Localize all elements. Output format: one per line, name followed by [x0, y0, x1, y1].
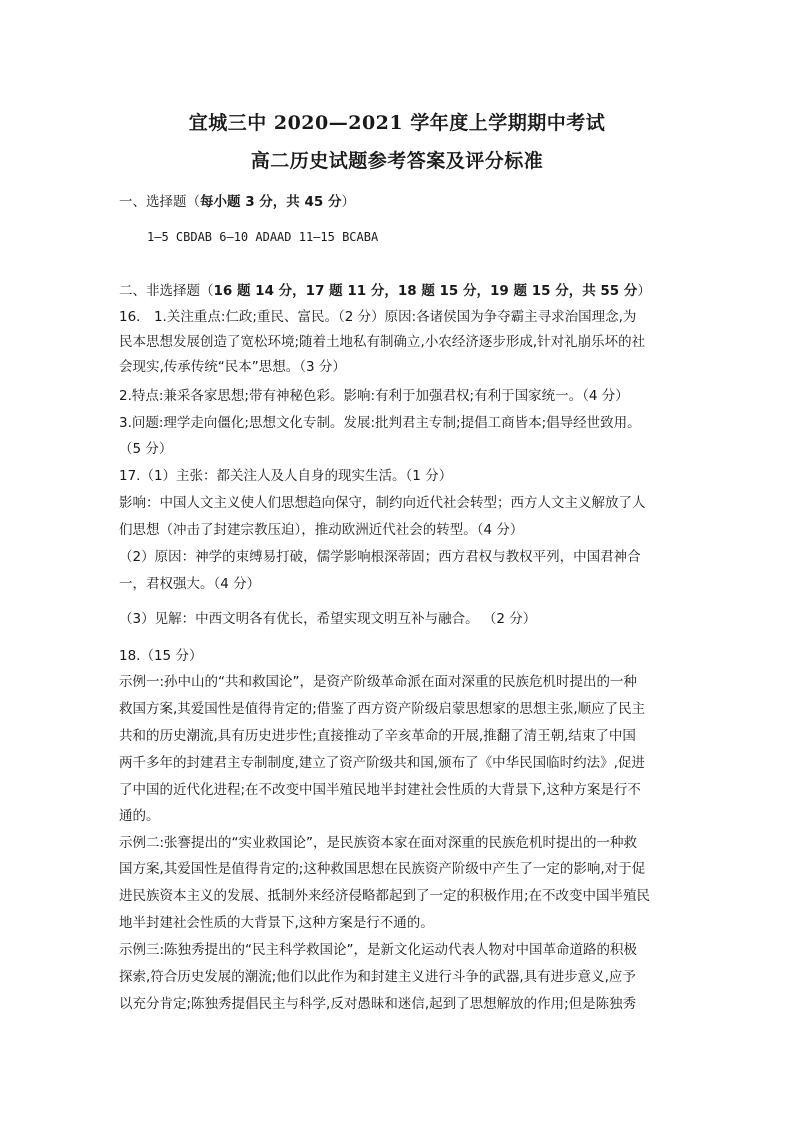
- section1-heading: [119, 193, 355, 211]
- answer-line: 16． 1.关注重点:仁政;重民、富民。（2 分）原因:各诸侯国为争夺霸主寻求治国理念,为: [119, 309, 637, 325]
- answer-line: 进民族资本主义的发展、抵制外来经济侵略都起到了一定的积极作用;在不改变中国半殖民: [119, 888, 651, 904]
- answer-line: 国方案,其爱国性是值得肯定的;这种救国思想在民族资产阶级中产生了一定的影响,对于促: [119, 861, 646, 877]
- section2-heading-prefix: 二、非选择题（: [119, 283, 214, 299]
- answer-line: 探索,符合历史发展的潮流;他们以此作为和封建主义进行斗争的武器,具有进步意义,应予: [119, 969, 636, 985]
- page-title: 宜城三中 2020—2021 学年度上学期期中考试: [188, 112, 606, 134]
- answer-line: 地半封建社会性质的大背景下,这种方案是行不通的。: [119, 915, 434, 931]
- answer-line: 18.（15 分）: [119, 648, 203, 664]
- answer-line: 民本思想发展创造了宽松环境;随着土地私有制确立,小农经济逐步形成,针对礼崩乐坏的社: [119, 334, 646, 350]
- answer-line: 影响：中国人文主义使人们思想趋向保守，制约向近代社会转型；西方人文主义解放了人: [119, 495, 646, 511]
- answer-line: 们思想（冲击了封建宗教压迫），推动欧洲近代社会的转型。（4 分）: [119, 522, 524, 538]
- section1-heading-prefix: 一、选择题（: [119, 194, 200, 210]
- answer-line: 示例二:张謇提出的“实业救国论”，是民族资本家在面对深重的民族危机时提出的一种救: [119, 835, 638, 851]
- answer-line: 示例三:陈独秀提出的“民主科学救国论”，是新文化运动代表人物对中国革命道路的积极: [119, 942, 638, 958]
- answer-line: 两千多年的封建君主专制制度,建立了资产阶级共和国,颁布了《中华民国临时约法》,促进: [119, 755, 645, 771]
- section1-heading-score: 每小题 3 分，共 45 分: [200, 194, 342, 210]
- section1-heading-suffix: ）: [341, 194, 355, 210]
- multiple-choice-answers: 1—5 CBDAB 6—10 ADAAD 11—15 BCABA: [147, 230, 379, 244]
- answer-line: 17.（1）主张：都关注人及人自身的现实生活。（1 分）: [119, 468, 453, 484]
- section2-heading-suffix: ）: [637, 283, 651, 299]
- answer-line: （3）见解：中西文明各有优长，希望实现文明互补与融合。 （2 分）: [119, 611, 537, 627]
- answer-line: 以充分肯定;陈独秀提倡民主与科学,反对愚昧和迷信,起到了思想解放的作用;但是陈独秀: [119, 996, 637, 1012]
- answer-line: 共和的历史潮流,具有历史进步性;直接推动了辛亥革命的开展,推翻了清王朝,结束了中国: [119, 728, 636, 744]
- page-subtitle: 高二历史试题参考答案及评分标准: [250, 150, 544, 172]
- answer-line: 2.特点:兼采各家思想;带有神秘色彩。影响:有利于加强君权;有利于国家统一。（4 分）: [119, 388, 629, 404]
- answer-line: 会现实,传承传统“民本”思想。（3 分）: [119, 359, 346, 375]
- section2-heading-score: 16 题 14 分，17 题 11 分，18 题 15 分，19 题 15 分，共 55 分: [213, 283, 638, 299]
- answer-line: 示例一:孙中山的“共和救国论”，是资产阶级革命派在面对深重的民族危机时提出的一种: [119, 674, 638, 690]
- section2-heading: [119, 282, 651, 300]
- answer-line: 一，君权强大。（4 分）: [119, 576, 261, 592]
- answer-line: 救国方案,其爱国性是值得肯定的;借鉴了西方资产阶级启蒙思想家的思想主张,顺应了民主: [119, 701, 646, 717]
- answer-line: 了中国的近代化进程;在不改变中国半殖民地半封建社会性质的大背景下,这种方案是行不: [119, 782, 641, 798]
- answer-line: 通的。: [119, 808, 160, 824]
- answer-line: （5 分）: [119, 441, 173, 457]
- answer-line: （2）原因：神学的束缚易打破，儒学影响根深蒂固；西方君权与教权平列，中国君神合: [119, 549, 641, 565]
- answer-line: 3.问题:理学走向僵化;思想文化专制。发展:批判君主专制;提倡工商皆本;倡导经世致用。: [119, 415, 641, 431]
